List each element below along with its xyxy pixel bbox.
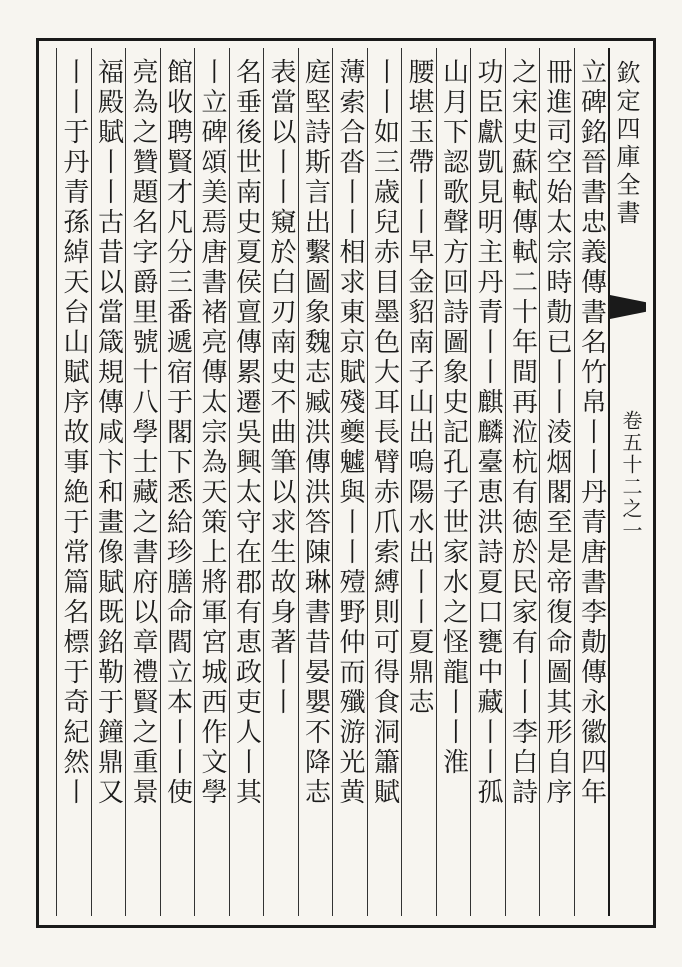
text-column: 山月下認歌聲方回詩圖象史記孔子世家水之怪龍丨丨淮 — [438, 58, 469, 778]
text-column: 庭堅詩斯言出繫圖象魏志臧洪傳洪答陳琳書昔晏嬰不降志 — [300, 58, 331, 808]
text-column: 之宋史蘇軾傳軾二十年間再涖杭有徳於民家有丨丨李白詩 — [507, 58, 538, 808]
text-column: 名垂後世南史夏侯亶傳累遷吳興太守在郡有恵政吏人丨其 — [231, 58, 262, 808]
text-column: 腰堪玉帶丨丨早金貂南子山出嗚陽水出丨丨夏鼎志 — [404, 58, 434, 718]
text-column: 丨立碑頌美焉唐書褚亮傳太宗為天策上將軍宮城西作文學 — [197, 58, 227, 808]
text-column: 立碑銘晉書忠義傳書名竹帛丨丨丹青唐書李勣傳永徽四年 — [576, 58, 607, 808]
text-column: 丨丨如三歳兒赤目墨色大耳長臂赤爪索縛則可得食洞簫賦 — [369, 58, 400, 808]
text-column: 薄索合沓丨丨相求東京賦殘夔魖與丨丨殪野仲而殲游光黄 — [335, 58, 365, 808]
text-column: 表當以丨丨窺於白刃南史不曲筆以求生故身著丨丨 — [266, 58, 296, 718]
text-column: 丨丨于丹青孫綽天台山賦序故事絶于常篇名標于奇紀然丨 — [59, 58, 89, 808]
text-column: 冊進司空始太宗時勣已丨丨淩烟閣至是帝復命圖其形自序 — [542, 58, 572, 808]
text-column: 功臣獻凱見明主丹青丨丨麒麟臺恵洪詩夏口甕中藏丨丨孤 — [473, 58, 503, 808]
volume-label: 卷五十二之一 — [619, 410, 643, 542]
text-column: 福殿賦丨丨古昔以當箴規傳咸卞和畫像賦既銘勒于鐘鼎又 — [93, 58, 124, 808]
column-rule — [56, 48, 57, 916]
text-column: 館收聘賢才凡分三番遞宿于閣下悉給珍膳命閻立本丨丨使 — [162, 58, 193, 808]
text-column: 亮為之贊題名字爵里號十八學士藏之書府以章禮賢之重景 — [128, 58, 158, 808]
book-title: 欽定四庫全書 — [612, 60, 640, 228]
